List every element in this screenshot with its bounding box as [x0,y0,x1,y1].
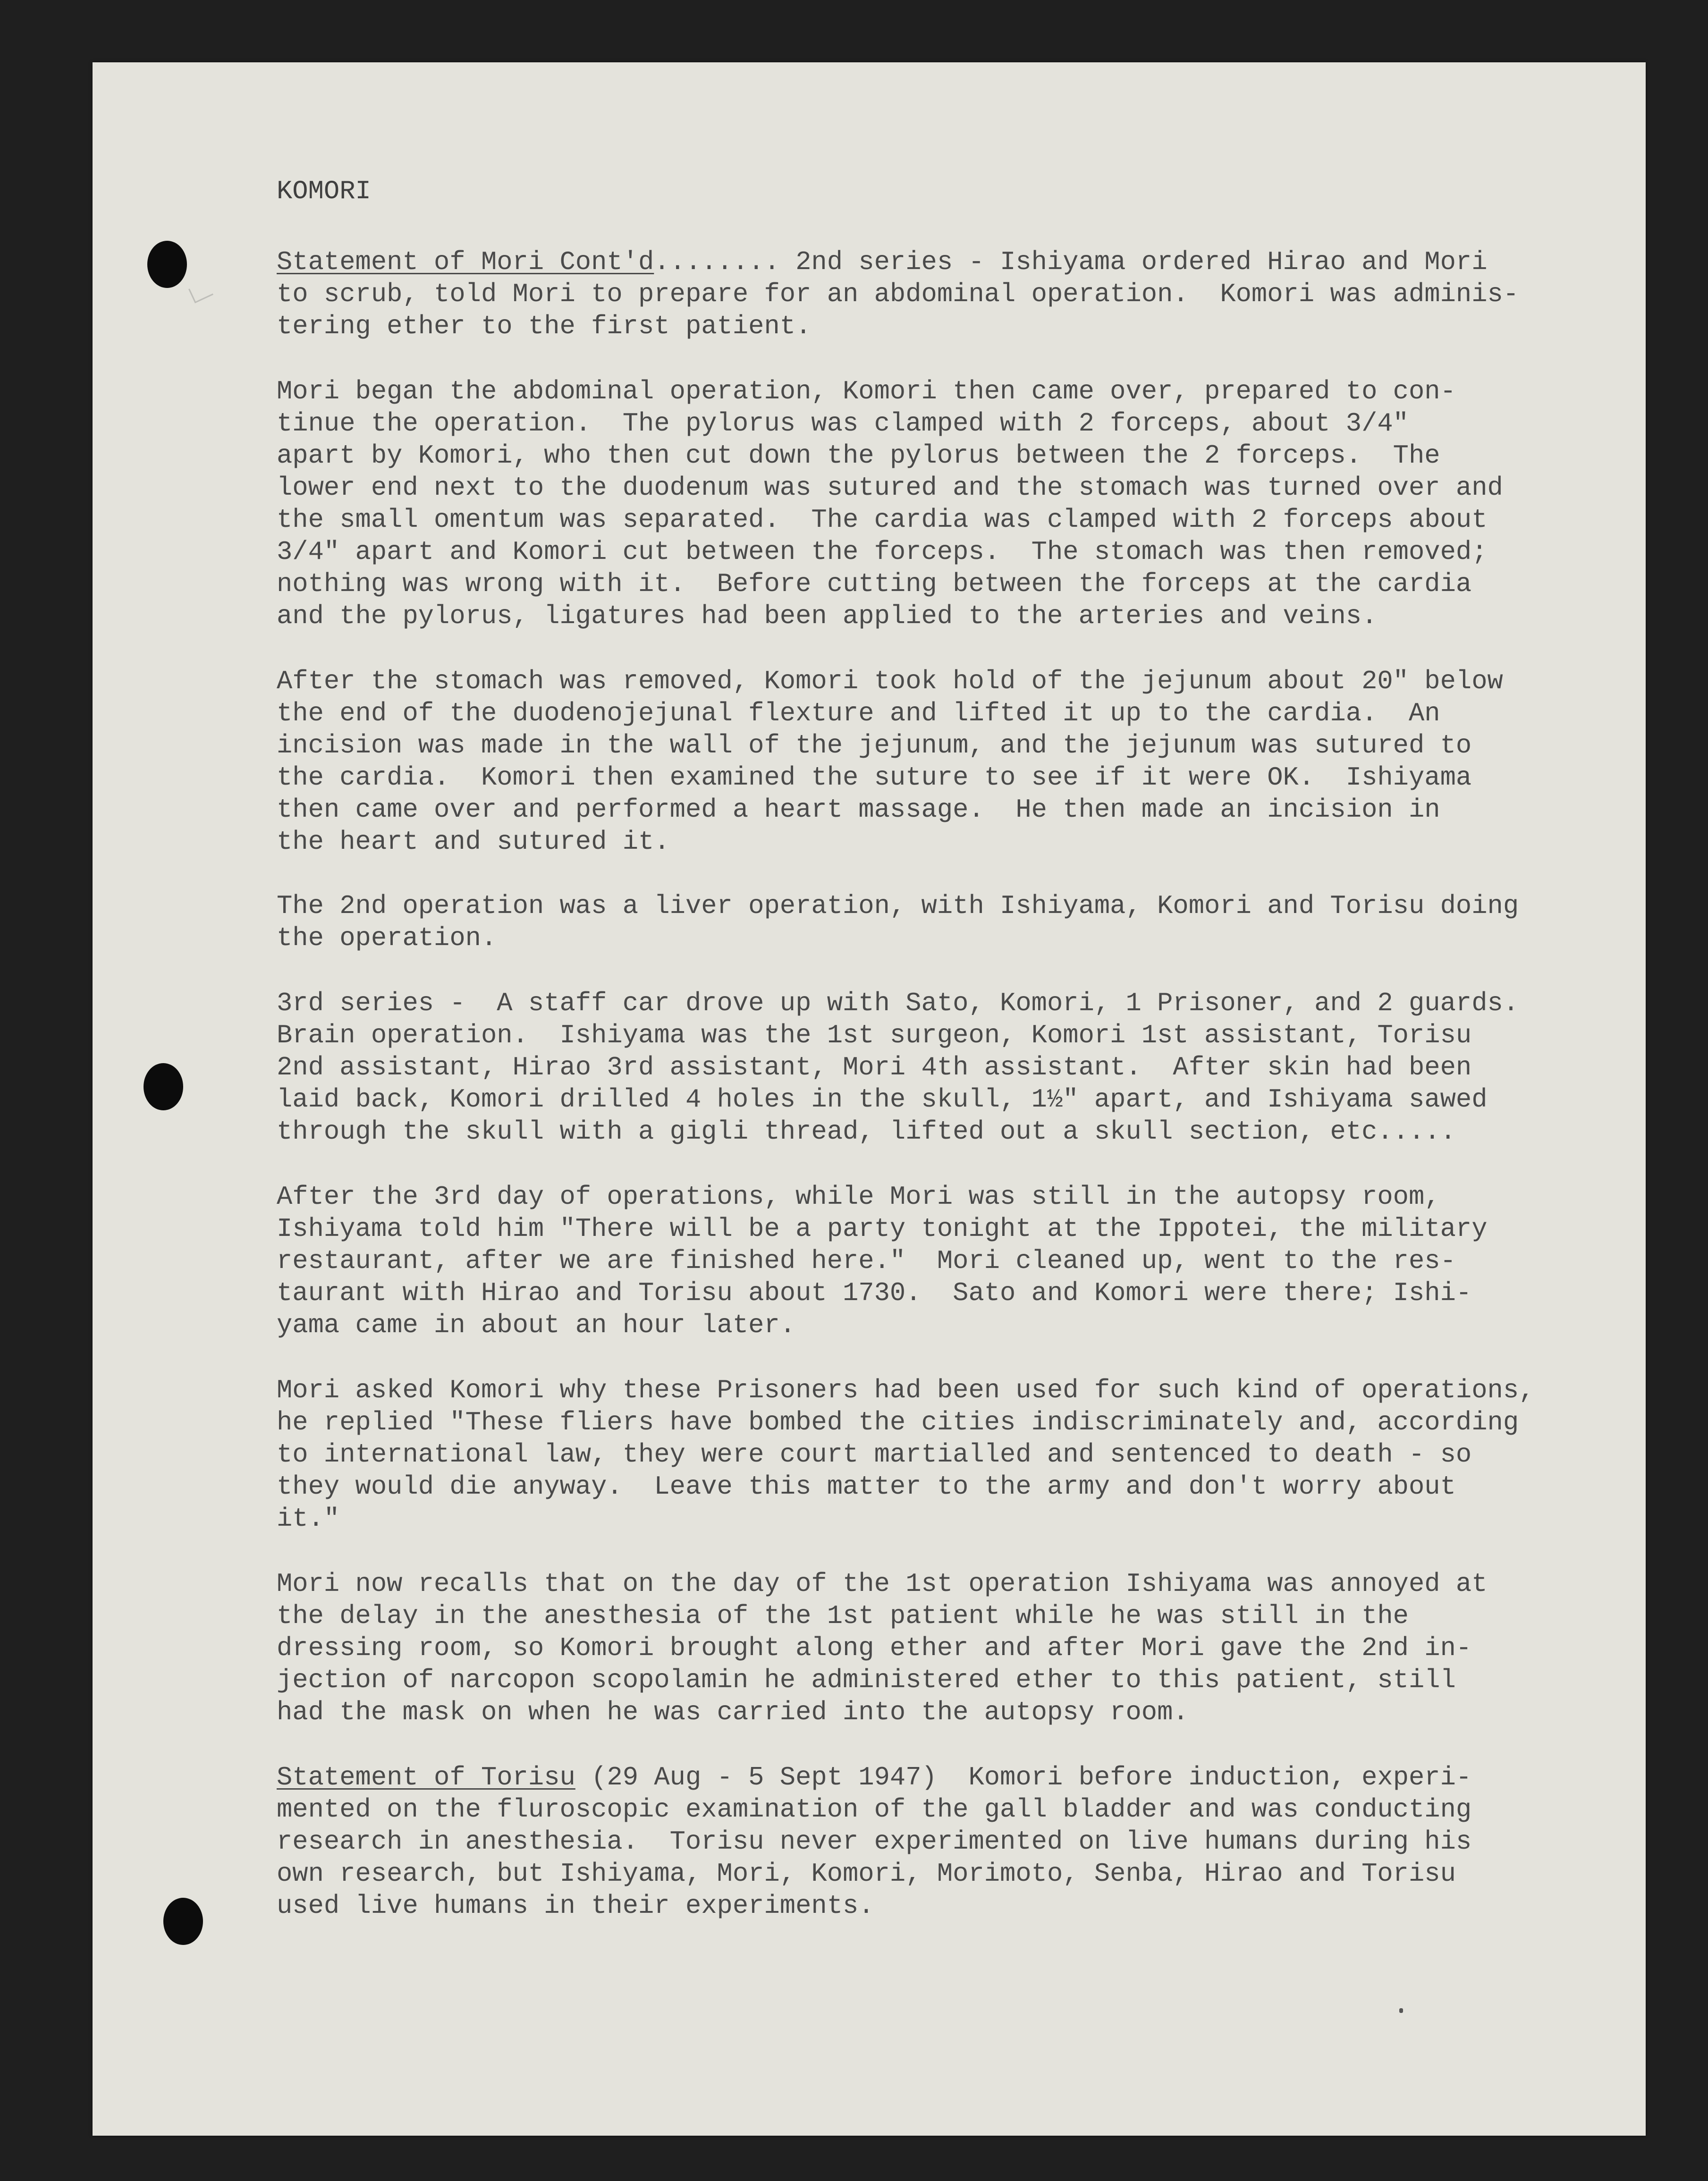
text-line [277,246,1570,279]
text-line [277,1052,1570,1084]
text-line [277,376,1570,408]
line-text: and the pylorus, ligatures had been applied to the arteries and veins. [277,601,1378,631]
line-text: they would die anyway. Leave this matter to the army and don't worry about [277,1472,1456,1502]
line-text: taurant with Hirao and Torisu about 1730. Sato and Komori were there; Ishi- [277,1278,1472,1308]
text-line [277,922,1570,955]
text-line [277,311,1570,343]
text-line [277,1503,1570,1535]
pencil-mark [188,280,213,303]
line-text: then came over and performed a heart massage. He then made an incision in [277,795,1440,825]
line-text: jection of narcopon scopolamin he administered ether to this patient, still [277,1665,1456,1695]
text-line [277,1375,1570,1407]
text-line [277,1245,1570,1277]
paragraph [277,246,1570,343]
line-text: research in anesthesia. Torisu never experimented on live humans during his [277,1827,1472,1857]
underlined-heading: Statement of Torisu [277,1763,575,1792]
text-line [277,762,1570,794]
text-line [277,1697,1570,1729]
line-text: the operation. [277,923,497,953]
line-text: it." [277,1504,340,1534]
text-line [277,730,1570,762]
text-line [277,1826,1570,1858]
punch-hole [147,241,187,288]
line-text: yama came in about an hour later. [277,1310,796,1340]
paragraph [277,1568,1570,1729]
page-title: KOMORI [277,177,371,206]
text-line [277,1277,1570,1310]
line-text: the delay in the anesthesia of the 1st patient while he was still in the [277,1601,1409,1631]
text-line [277,536,1570,568]
paragraph [277,1181,1570,1342]
text-line [277,1762,1570,1794]
text-line [277,1020,1570,1052]
line-text: used live humans in their experiments. [277,1891,874,1921]
text-line [277,1858,1570,1890]
punch-hole [144,1063,183,1110]
text-line [277,698,1570,730]
text-line [277,1794,1570,1826]
line-text: to international law, they were court martialled and sentenced to death - so [277,1440,1472,1470]
line-text: Brain operation. Ishiyama was the 1st surgeon, Komori 1st assistant, Torisu [277,1021,1472,1050]
line-text: had the mask on when he was carried into the autopsy room. [277,1698,1189,1727]
line-text: After the stomach was removed, Komori took hold of the jejunum about 20" below [277,667,1503,696]
line-text: he replied "These fliers have bombed the cities indiscriminately and, according [277,1408,1519,1437]
line-text: incision was made in the wall of the jejunum, and the jejunum was sutured to [277,731,1472,761]
text-line [277,568,1570,600]
text-line [277,1084,1570,1116]
text-line [277,1890,1570,1922]
line-text: the cardia. Komori then examined the suture to see if it were OK. Ishiyama [277,763,1472,793]
line-text: tering ether to the first patient. [277,312,812,341]
text-line [277,988,1570,1020]
line-text: 3rd series - A staff car drove up with Sato, Komori, 1 Prisoner, and 2 guards. [277,989,1519,1018]
line-text: Mori now recalls that on the day of the 1st operation Ishiyama was annoyed at [277,1569,1488,1599]
line-text: own research, but Ishiyama, Mori, Komori, Morimoto, Senba, Hirao and Torisu [277,1859,1456,1889]
paragraph [277,1762,1570,1922]
line-text: ........ 2nd series - Ishiyama ordered Hirao and Mori [654,247,1488,277]
line-text: Mori began the abdominal operation, Komori then came over, prepared to con- [277,377,1456,406]
text-line [277,666,1570,698]
text-line [277,1116,1570,1148]
text-line [277,279,1570,311]
line-text: dressing room, so Komori brought along ether and after Mori gave the 2nd in- [277,1633,1472,1663]
paragraph [277,988,1570,1148]
text-line [277,472,1570,504]
text-line [277,1213,1570,1245]
text-line [277,1600,1570,1632]
text-line [277,826,1570,858]
line-text: After the 3rd day of operations, while Mori was still in the autopsy room, [277,1182,1440,1212]
paragraph [277,1375,1570,1535]
ink-dot [1399,2008,1403,2013]
line-text: 3/4" apart and Komori cut between the forceps. The stomach was then removed; [277,537,1488,567]
text-line [277,1471,1570,1503]
text-line [277,1181,1570,1213]
text-line [277,890,1570,922]
line-text: (29 Aug - 5 Sept 1947) Komori before induction, experi- [575,1763,1472,1792]
line-text: nothing was wrong with it. Before cutting between the forceps at the cardia [277,569,1472,599]
text-line [277,600,1570,633]
punch-hole [163,1898,203,1945]
line-text: the end of the duodenojejunal flexture and lifted it up to the cardia. An [277,699,1440,728]
line-text: Ishiyama told him "There will be a party tonight at the Ippotei, the military [277,1214,1488,1244]
text-line [277,440,1570,472]
text-line [277,1568,1570,1600]
line-text: through the skull with a gigli thread, lifted out a skull section, etc..... [277,1117,1456,1147]
text-line [277,794,1570,826]
paragraph [277,376,1570,633]
text-line [277,1632,1570,1665]
line-text: The 2nd operation was a liver operation, with Ishiyama, Komori and Torisu doing [277,891,1519,921]
line-text: the small omentum was separated. The cardia was clamped with 2 forceps about [277,505,1488,535]
line-text: the heart and sutured it. [277,827,670,857]
line-text: tinue the operation. The pylorus was clamped with 2 forceps, about 3/4" [277,409,1409,439]
paragraph [277,890,1570,955]
line-text: lower end next to the duodenum was sutured and the stomach was turned over and [277,473,1503,503]
line-text: apart by Komori, who then cut down the pylorus between the 2 forceps. The [277,441,1440,471]
line-text: laid back, Komori drilled 4 holes in the skull, 1½" apart, and Ishiyama sawed [277,1085,1488,1115]
text-line [277,504,1570,536]
underlined-heading: Statement of Mori Cont'd [277,247,654,277]
text-line [277,1407,1570,1439]
line-text: mented on the fluroscopic examination of the gall bladder and was conducting [277,1795,1472,1825]
line-text: to scrub, told Mori to prepare for an abdominal operation. Komori was adminis- [277,279,1519,309]
text-line [277,408,1570,440]
text-line [277,1310,1570,1342]
paragraph [277,666,1570,858]
text-line [277,1439,1570,1471]
line-text: 2nd assistant, Hirao 3rd assistant, Mori 4th assistant. After skin had been [277,1053,1472,1082]
line-text: Mori asked Komori why these Prisoners had been used for such kind of operations, [277,1376,1535,1405]
text-line [277,1665,1570,1697]
line-text: restaurant, after we are finished here." Mori cleaned up, went to the res- [277,1246,1456,1276]
